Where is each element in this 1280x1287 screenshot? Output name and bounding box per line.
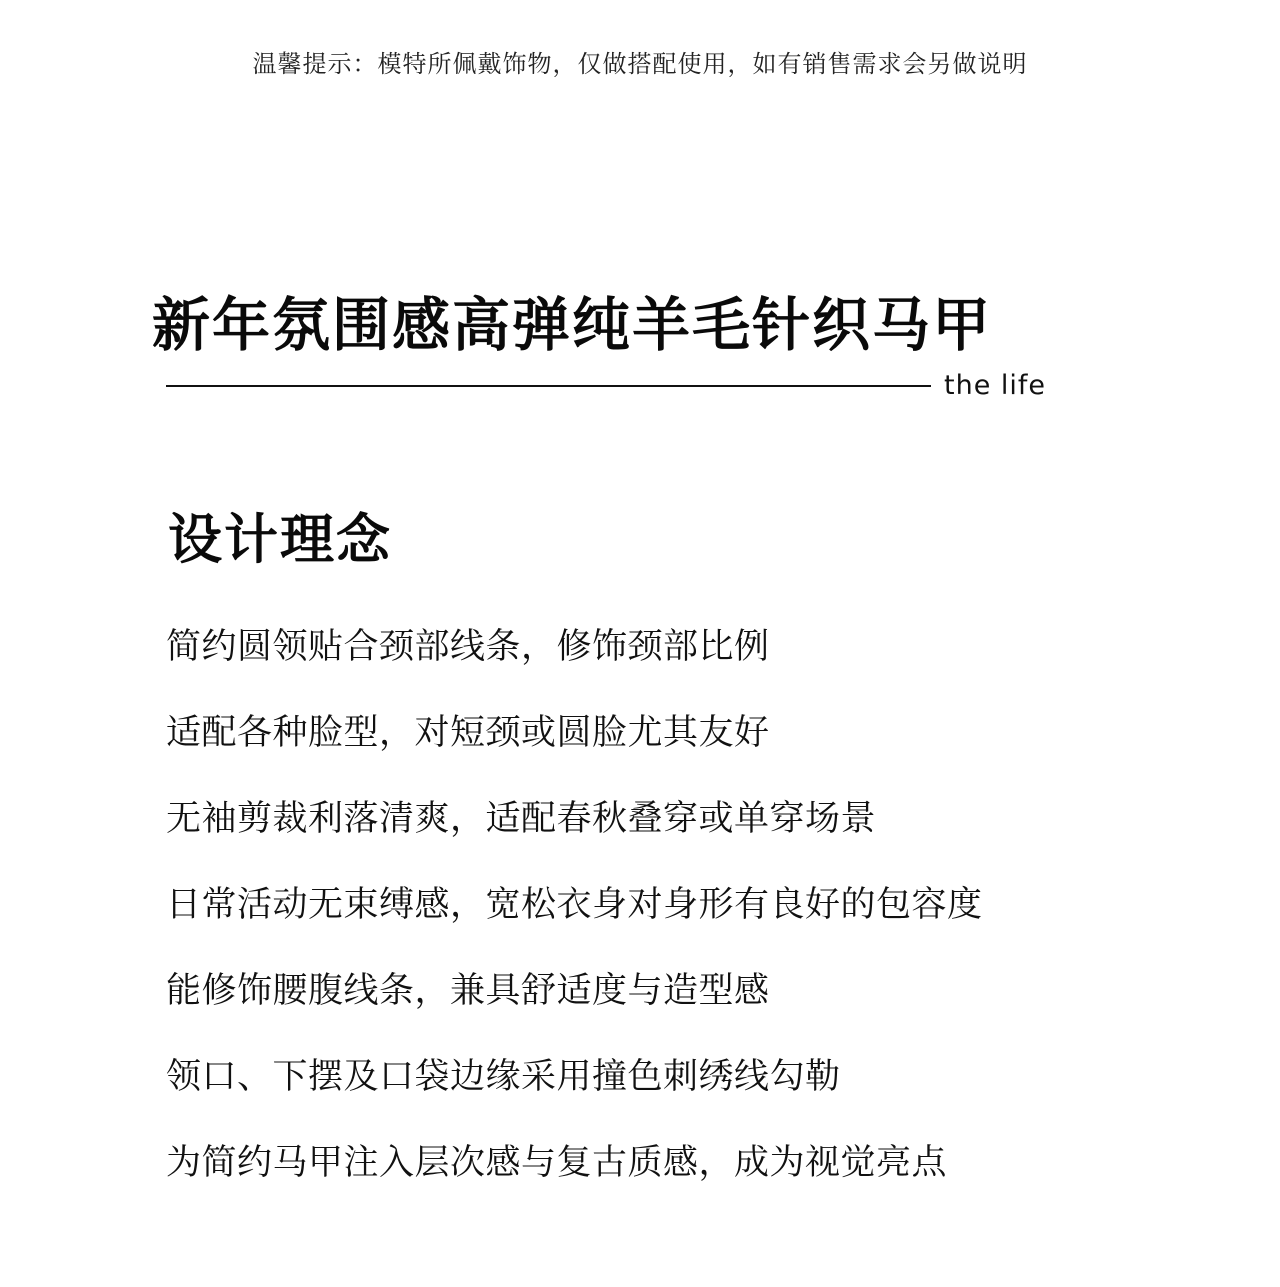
feature-list [166, 622, 983, 1224]
product-title: 新年氛围感高弹纯羊毛针织马甲 [152, 291, 993, 359]
title-divider [166, 385, 931, 387]
feature-item: 日常活动无束缚感，宽松衣身对身形有良好的包容度 [166, 885, 983, 925]
notice-text: 温馨提示：模特所佩戴饰物，仅做搭配使用，如有销售需求会另做说明 [252, 50, 1028, 78]
feature-item: 能修饰腰腹线条，兼具舒适度与造型感 [166, 971, 770, 1011]
feature-item: 适配各种脸型，对短颈或圆脸尤其友好 [166, 713, 770, 753]
feature-item: 为简约马甲注入层次感与复古质感，成为视觉亮点 [166, 1143, 948, 1183]
tagline: the life [944, 370, 1047, 401]
feature-item: 简约圆领贴合颈部线条，修饰颈部比例 [166, 627, 770, 667]
feature-item: 领口、下摆及口袋边缘采用撞色刺绣线勾勒 [166, 1057, 841, 1097]
section-heading: 设计理念 [168, 508, 392, 571]
feature-item: 无袖剪裁利落清爽，适配春秋叠穿或单穿场景 [166, 799, 877, 839]
